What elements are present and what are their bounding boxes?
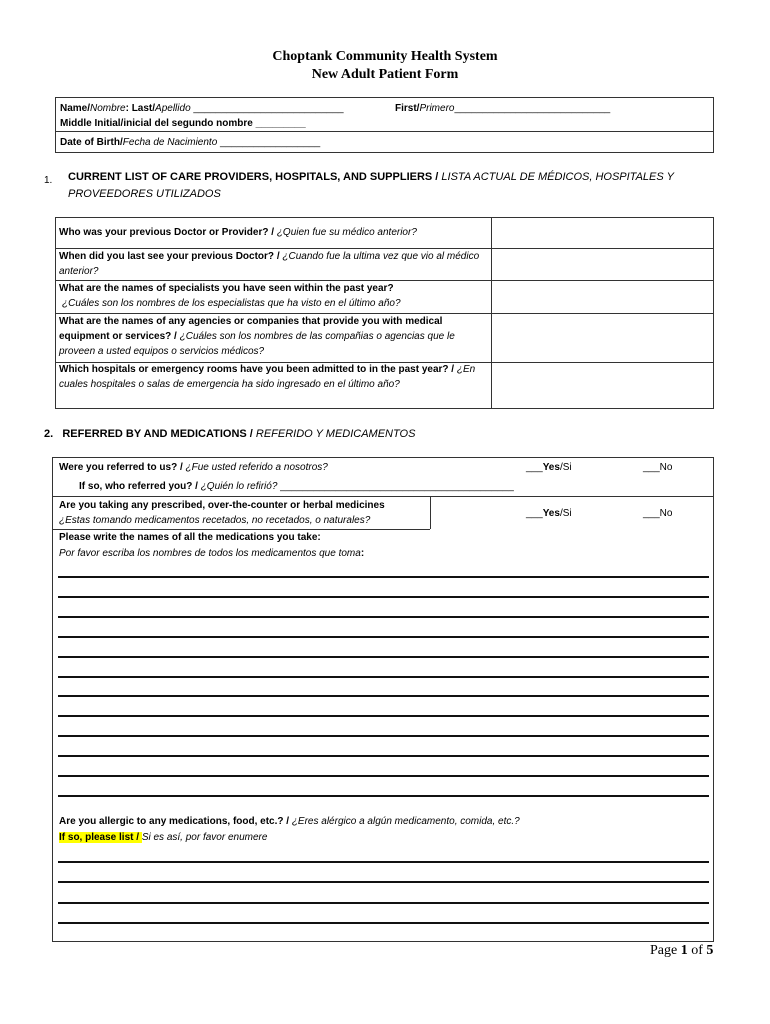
provider-question: Which hospitals or emergency rooms have you been admitted to in the past year? / ¿En cuales hospitales o salas de emergencia ha sido ingresado en el último año?: [59, 364, 476, 390]
medication-write-line[interactable]: [58, 755, 709, 757]
section1-heading: CURRENT LIST OF CARE PROVIDERS, HOSPITALS, AND SUPPLIERS / LISTA ACTUAL DE MÉDICOS, HOSPITALES Y: [68, 171, 674, 183]
medicines-question: Are you taking any prescribed, over-the-counter or herbal medicines: [59, 500, 385, 511]
medication-write-line[interactable]: [58, 695, 709, 697]
form-name: New Adult Patient Form: [311, 67, 459, 82]
provider-question: What are the names of specialists you have seen within the past year?: [59, 283, 394, 294]
section1-number: 1.: [44, 175, 53, 186]
allergy-write-line[interactable]: [58, 902, 709, 904]
medication-write-line[interactable]: [58, 656, 709, 658]
referred-yes-option[interactable]: ___Yes/Si: [526, 462, 572, 473]
answer-cell[interactable]: [492, 314, 713, 362]
medication-write-line[interactable]: [58, 576, 709, 578]
medication-write-line[interactable]: [58, 636, 709, 638]
name-field[interactable]: Name/Nombre: Last/Apellido ___________________________: [60, 103, 344, 114]
answer-cell[interactable]: [492, 363, 713, 408]
page-number: Page 1 of 5: [650, 943, 714, 958]
divider: [430, 496, 431, 529]
form-title: [0, 48, 770, 84]
medication-write-line[interactable]: [58, 735, 709, 737]
medication-write-line[interactable]: [58, 676, 709, 678]
dob-field[interactable]: Date of Birth/Fecha de Nacimiento __________________: [60, 137, 321, 148]
medications-list-label: Please write the names of all the medications you take:: [59, 532, 321, 543]
divider: [55, 131, 714, 132]
divider: [52, 496, 714, 497]
section2-heading: 2. REFERRED BY AND MEDICATIONS / REFERIDO Y MEDICAMENTOS: [44, 428, 416, 440]
allergy-write-line[interactable]: [58, 922, 709, 924]
allergy-question: Are you allergic to any medications, food, etc.? / ¿Eres alérgico a algún medicamento, comida, etc.?: [59, 816, 520, 827]
provider-question: Who was your previous Doctor or Provider? / ¿Quien fue su médico anterior?: [59, 227, 417, 238]
provider-question: When did you last see your previous Doctor? / ¿Cuando fue la ultima vez que vio al médico anterior?: [59, 251, 480, 277]
first-name-field[interactable]: First/Primero____________________________: [395, 103, 611, 114]
medication-write-line[interactable]: [58, 775, 709, 777]
allergy-list-label: If so, please list / Si es así, por favor enumere: [59, 832, 268, 843]
org-name: Choptank Community Health System: [272, 49, 498, 64]
medication-write-line[interactable]: [58, 795, 709, 797]
referred-by-field[interactable]: If so, who referred you? / ¿Quién lo refirió? __________________________________________: [79, 481, 514, 492]
provider-question-es: ¿Cuáles son los nombres de los especialistas que ha visto en el último año?: [62, 298, 401, 309]
medicines-no-option[interactable]: ___No: [643, 508, 673, 519]
referred-no-option[interactable]: ___No: [643, 462, 673, 473]
allergy-write-line[interactable]: [58, 881, 709, 883]
middle-initial-field[interactable]: Middle Initial/inicial del segundo nombre _________: [60, 118, 306, 129]
medication-write-line[interactable]: [58, 596, 709, 598]
section1-heading-cont: PROVEEDORES UTILIZADOS: [68, 188, 221, 200]
answer-cell[interactable]: [492, 218, 713, 248]
answer-cell[interactable]: [492, 281, 713, 313]
medication-write-line[interactable]: [58, 715, 709, 717]
allergy-write-line[interactable]: [58, 861, 709, 863]
medicines-yes-option[interactable]: ___Yes/Si: [526, 508, 572, 519]
referred-question: Were you referred to us? / ¿Fue usted referido a nosotros?: [59, 462, 328, 473]
answer-cell[interactable]: [492, 249, 713, 280]
medicines-question-es: ¿Estas tomando medicamentos recetados, no recetados, o naturales?: [59, 515, 371, 526]
medications-list-label-es: Por favor escriba los nombres de todos los medicamentos que toma:: [59, 548, 365, 559]
provider-question: What are the names of any agencies or companies that provide you with medical equipment or services? / ¿Cuáles son los nombres de las compañias o agencias que le proveen a usted equipos o servicios médicos?: [59, 316, 455, 357]
medication-write-line[interactable]: [58, 616, 709, 618]
